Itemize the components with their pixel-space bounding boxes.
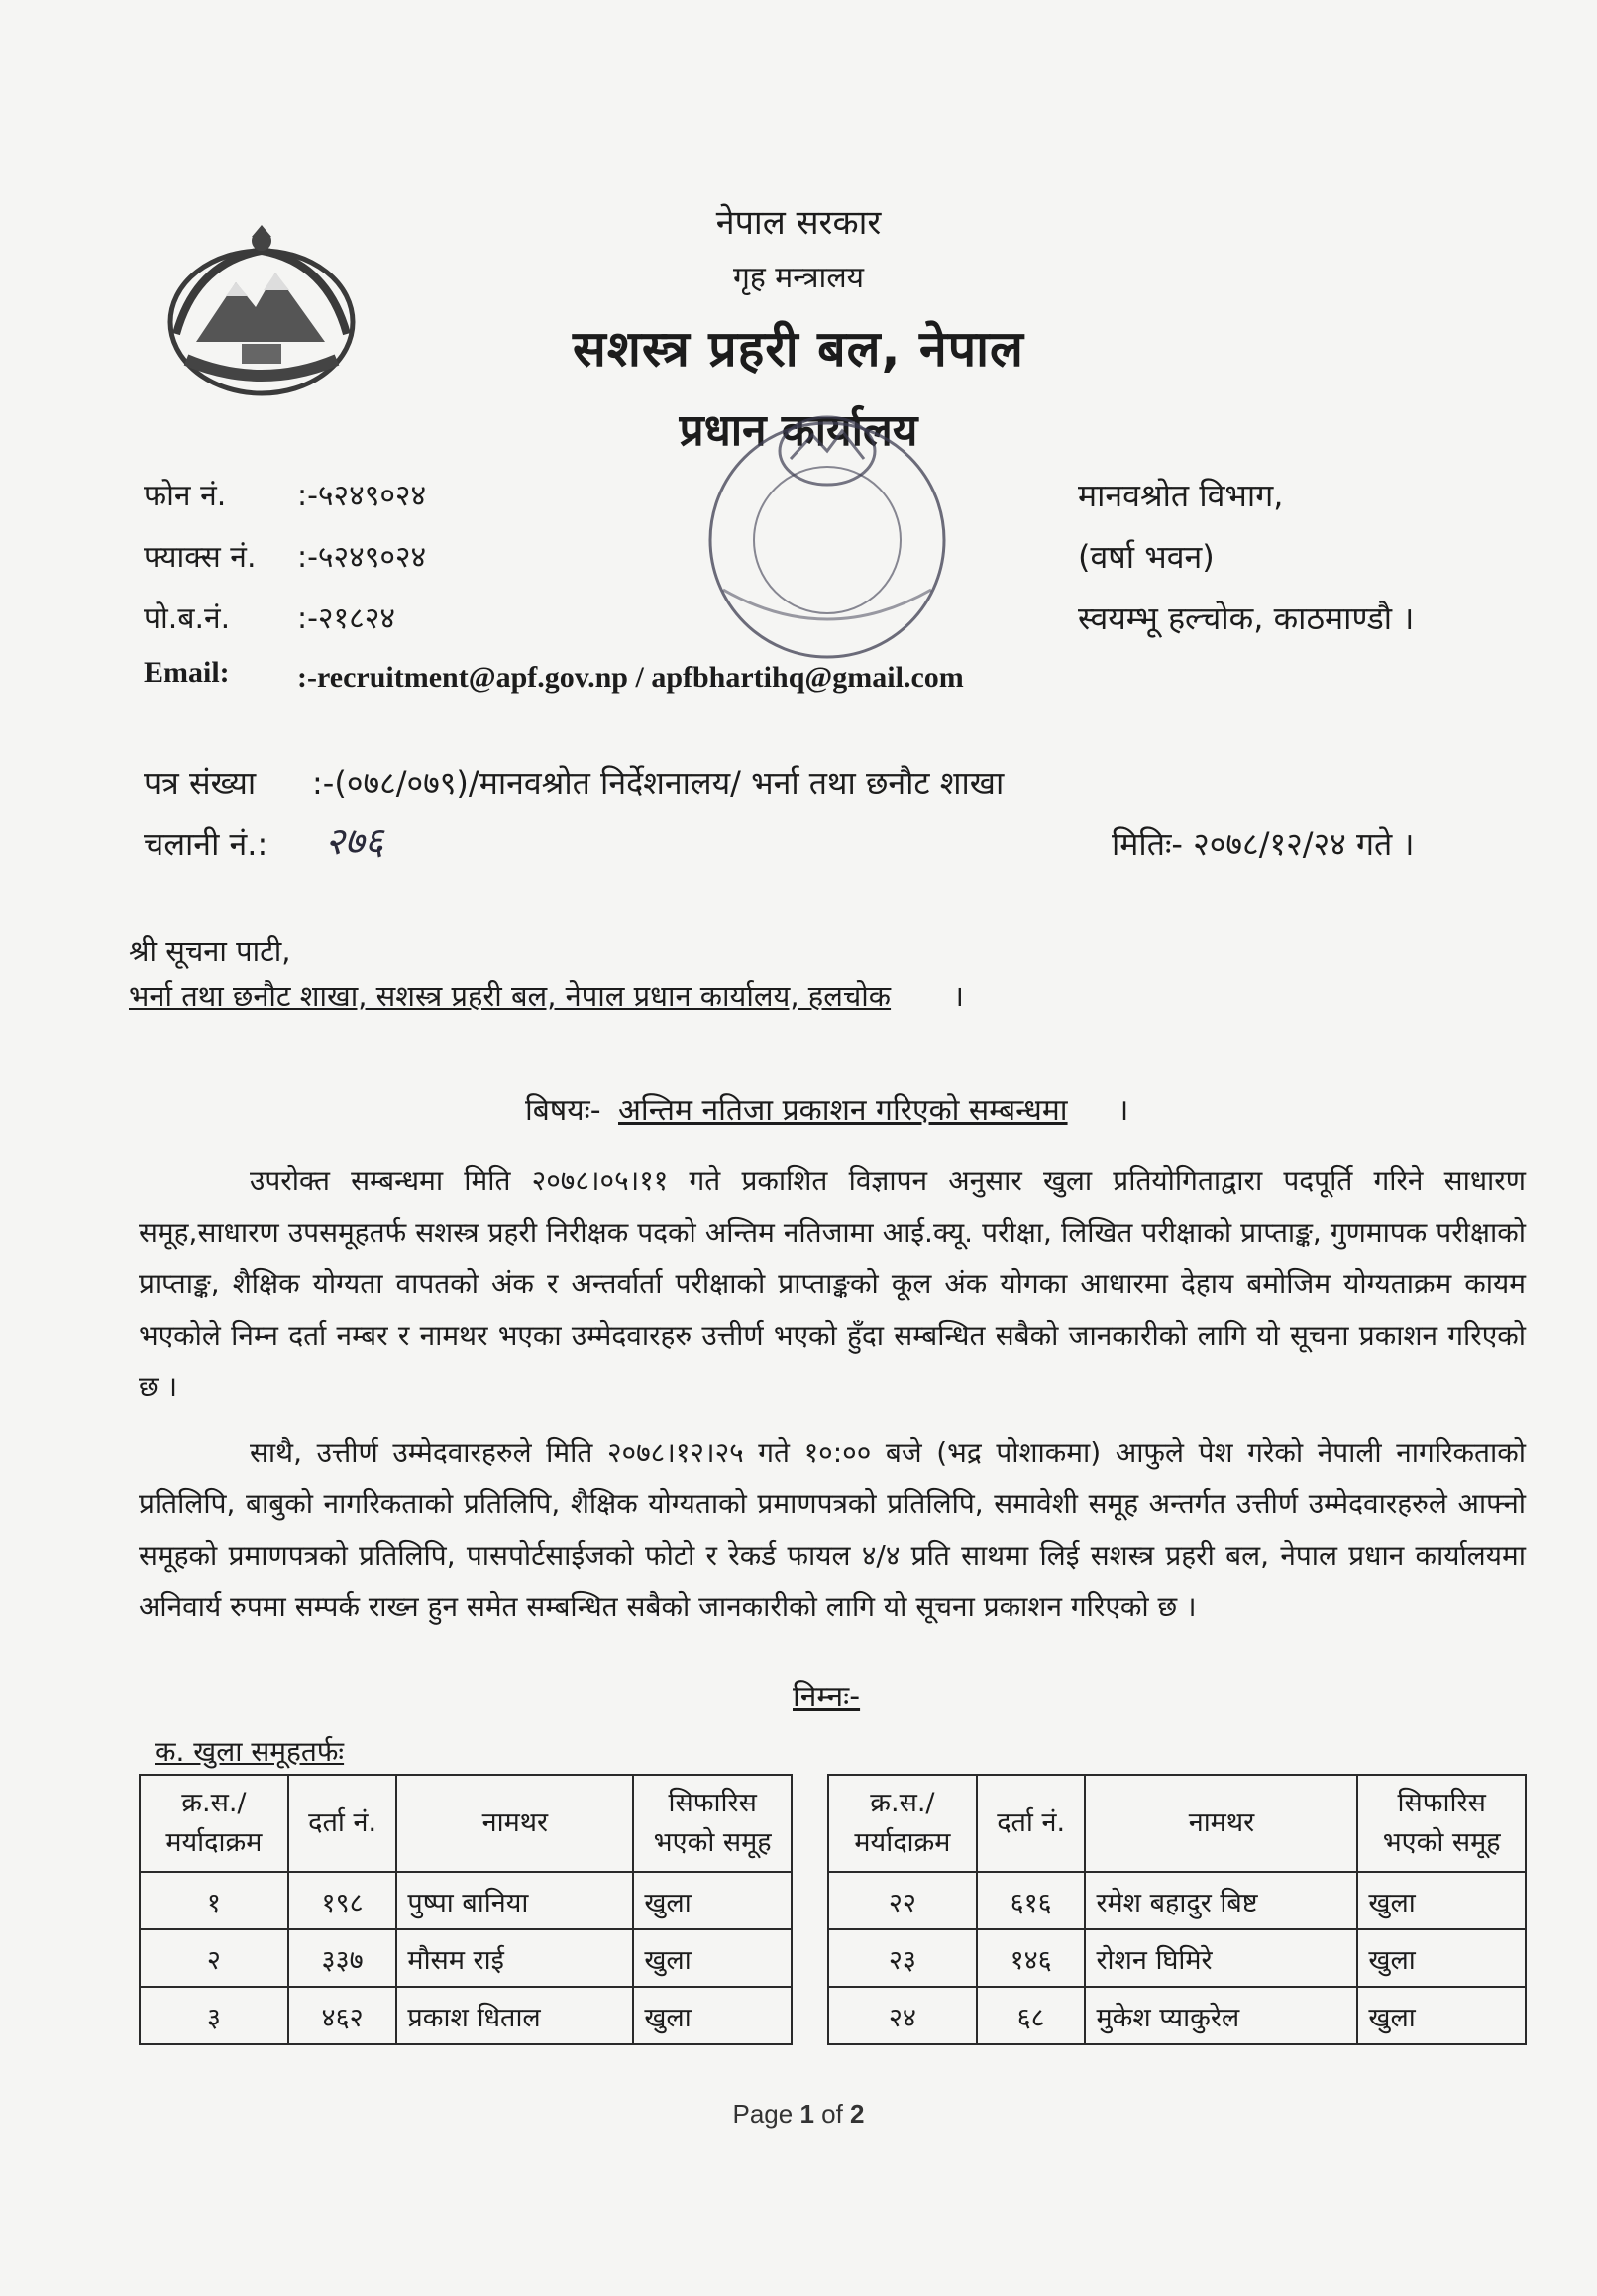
cell-registration: १४६	[977, 1929, 1086, 1987]
body-paragraph-2: साथै, उत्तीर्ण उम्मेदवारहरुले मिति २०७८।१२।२५ गते १०:०० बजे (भद्र पोशाकमा) आफुले पेश गरेको नेपाली नागरिकताको प्रतिलिपि, बाबुको नागरिकताको प्रतिलिपि, शैक्षिक योग्यताको प्रमाणपत्रको प्रतिलिपि, समावेशी समूह अन्तर्गत उत्तीर्ण उम्मेदवारहरुले आफ्नो समूहको प्रमाणपत्रको प्रतिलिपि, पासपोर्टसाईजको फोटो र रेकर्ड फायल ४/४ प्रति साथमा लिई सशस्त्र प्रहरी बल, नेपाल प्रधान कार्यालयमा अनिवार्य रुपमा सम्पर्क राख्न हुन समेत सम्बन्धित सबैको जानकारीको लागि यो सूचना प्रकाशन गरिएको छ ।	[139, 1436, 1526, 1623]
cell-registration: ४६२	[288, 1987, 397, 2044]
cell-registration: ६८	[977, 1987, 1086, 2044]
header-name: नामथर	[1085, 1775, 1357, 1872]
header-serial: क्र.स./ मर्यादाक्रम	[828, 1775, 977, 1872]
subject-end-mark: ।	[1118, 1093, 1129, 1128]
cell-name: प्रकाश धिताल	[396, 1987, 633, 2044]
cell-group: खुला	[633, 1987, 792, 2044]
phone-label: फोन नं.	[144, 479, 227, 513]
header-name: नामथर	[396, 1775, 633, 1872]
cell-registration: ३३७	[288, 1929, 397, 1987]
page-indicator	[0, 2099, 1597, 2130]
table-row	[140, 1987, 792, 2044]
cell-registration: १९८	[288, 1872, 397, 1929]
subject-text: अन्तिम नतिजा प्रकाशन गरिएको सम्बन्धमा	[618, 1093, 1068, 1128]
header-group: सिफारिस भएको समूह	[1357, 1775, 1526, 1872]
fax-value: :-५२४९०२४	[297, 540, 427, 575]
fax-label: फ्याक्स नं.	[144, 540, 257, 575]
cell-group: खुला	[1357, 1872, 1526, 1929]
body-paragraph-1: उपरोक्त सम्बन्धमा मिति २०७८।०५।११ गते प्रकाशित विज्ञापन अनुसार खुला प्रतियोगिताद्वारा पदपूर्ति गरिने साधारण समूह,साधारण उपसमूहतर्फ सशस्त्र प्रहरी निरीक्षक पदको अन्तिम नतिजामा आई.क्यू. परीक्षा, लिखित परीक्षाको प्राप्ताङ्क, गुणमापक परीक्षाको प्राप्ताङ्क, शैक्षिक योग्यता वापतको अंक र अन्तर्वार्ता परीक्षाको प्राप्ताङ्कको कूल अंक योगका आधारमा देहाय बमोजिम योग्यताक्रम कायम भएकोले निम्न दर्ता नम्बर र नामथर भएका उम्मेदवारहरु उत्तीर्ण भएको हुँदा सम्बन्धित सबैको जानकारीको लागि यो सूचना प्रकाशन गरिएको छ ।	[139, 1164, 1527, 1403]
cell-serial: २३	[828, 1929, 977, 1987]
subject-label: बिषयः-	[525, 1093, 601, 1128]
recipient-name: श्री सूचना पाटी,	[129, 934, 291, 968]
header-group: सिफारिस भएको समूह	[633, 1775, 792, 1872]
email-label: Email:	[144, 656, 230, 689]
cell-group: खुला	[1357, 1987, 1526, 2044]
nepal-emblem-icon	[157, 223, 367, 406]
cell-serial: २४	[828, 1987, 977, 2044]
cell-serial: २२	[828, 1872, 977, 1929]
page-current: 1	[799, 2099, 814, 2129]
list-intro: निम्नः-	[793, 1680, 861, 1714]
open-group-label: क. खुला समूहतर्फः	[155, 1735, 345, 1768]
office-stamp-icon	[684, 411, 971, 699]
table-row	[828, 1929, 1526, 1987]
cell-name: मौसम राई	[396, 1929, 633, 1987]
table-row	[828, 1872, 1526, 1929]
header-serial: क्र.स./ मर्यादाक्रम	[140, 1775, 288, 1872]
cell-group: खुला	[633, 1872, 792, 1929]
header-registration: दर्ता नं.	[977, 1775, 1086, 1872]
cell-serial: ३	[140, 1987, 288, 2044]
recipient-address: भर्ना तथा छनौट शाखा, सशस्त्र प्रहरी बल, नेपाल प्रधान कार्यालय, हलचोक	[129, 979, 892, 1013]
table-row	[828, 1987, 1526, 2044]
page-total: 2	[850, 2099, 865, 2129]
cell-name: पुष्पा बानिया	[396, 1872, 633, 1929]
cell-group: खुला	[633, 1929, 792, 1987]
cell-serial: २	[140, 1929, 288, 1987]
cell-name: रोशन घिमिरे	[1085, 1929, 1357, 1987]
table-row	[140, 1872, 792, 1929]
dispatch-number-value: २७६	[325, 820, 384, 863]
header-registration: दर्ता नं.	[288, 1775, 397, 1872]
cell-registration: ६१६	[977, 1872, 1086, 1929]
building-name: (वर्षा भवन)	[1078, 538, 1215, 576]
email-value[interactable]: :-recruitment@apf.gov.np / apfbhartihq@gmail.com	[297, 661, 964, 694]
cell-serial: १	[140, 1872, 288, 1929]
table-header-row	[828, 1775, 1526, 1872]
dispatch-number-label: चलानी नं.:	[144, 825, 268, 863]
table-row	[140, 1929, 792, 1987]
office-location: स्वयम्भू हल्चोक, काठमाण्डौ ।	[1078, 600, 1415, 637]
recipient-end-mark: ।	[953, 979, 964, 1013]
cell-group: खुला	[1357, 1929, 1526, 1987]
results-table-left	[139, 1774, 793, 2045]
results-table-right	[827, 1774, 1527, 2045]
cell-name: रमेश बहादुर बिष्ट	[1085, 1872, 1357, 1929]
office-name: प्रधान कार्यालय	[679, 405, 918, 456]
cell-name: मुकेश प्याकुरेल	[1085, 1987, 1357, 2044]
letter-date: मितिः- २०७८/१२/२४ गते ।	[1112, 825, 1415, 863]
pobox-value: :-२१८२४	[297, 601, 395, 636]
pobox-label: पो.ब.नं.	[144, 601, 231, 636]
organization-name: सशस्त्र प्रहरी बल, नेपाल	[573, 320, 1024, 378]
letter-number-label: पत्र संख्या	[144, 764, 257, 802]
page-of: of	[813, 2099, 851, 2129]
table-header-row	[140, 1775, 792, 1872]
letter-number-value: :-(०७८/०७९)/मानवश्रोत निर्देशनालय/ भर्ना तथा छनौट शाखा	[312, 764, 1005, 802]
ministry-name: गृह मन्त्रालय	[732, 261, 865, 295]
department-name: मानवश्रोत विभाग,	[1078, 477, 1284, 514]
phone-value: :-५२४९०२४	[297, 479, 427, 513]
government-name: नेपाल सरकार	[715, 203, 882, 243]
page-prefix: Page	[732, 2099, 800, 2129]
